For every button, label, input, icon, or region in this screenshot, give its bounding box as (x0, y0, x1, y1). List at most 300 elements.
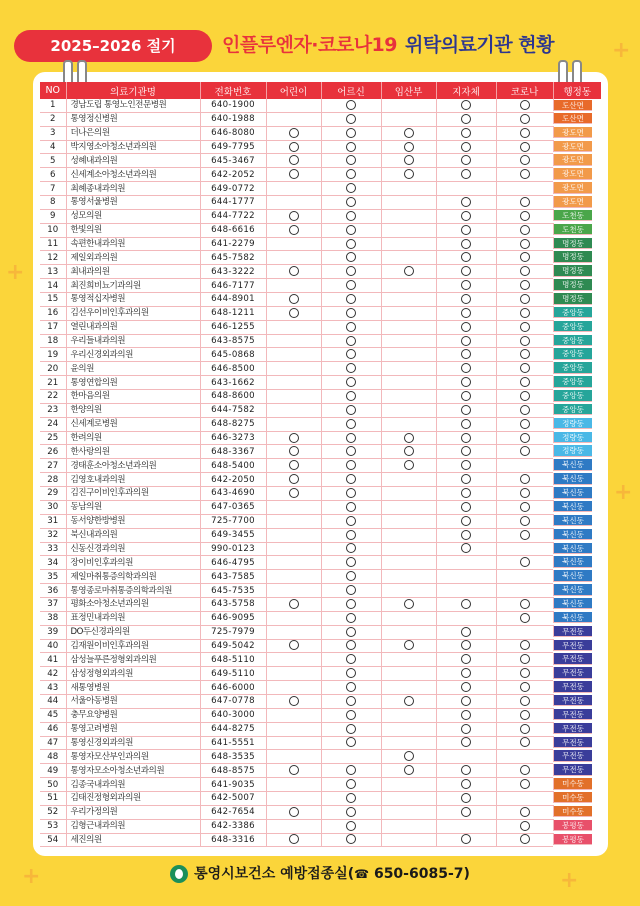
clinic-name: 장이비인후과의원 (66, 556, 200, 570)
availability-cell (436, 168, 496, 182)
available-circle-icon (520, 294, 530, 304)
availability-cell (436, 708, 496, 722)
availability-cell (496, 376, 553, 390)
row-number: 40 (40, 639, 66, 653)
clinic-name: 최진희비뇨기과의원 (66, 279, 200, 293)
availability-cell (266, 556, 321, 570)
district-badge: 명정동 (554, 251, 592, 262)
availability-cell (381, 514, 436, 528)
available-circle-icon (404, 433, 414, 443)
clinic-phone: 649-5110 (200, 667, 266, 681)
district-cell (553, 597, 592, 609)
available-circle-icon (346, 308, 356, 318)
availability-cell (496, 611, 553, 625)
row-number: 41 (40, 653, 66, 667)
availability-cell (381, 639, 436, 653)
table-row (40, 764, 601, 778)
row-number: 44 (40, 694, 66, 708)
availability-cell (496, 112, 553, 126)
available-circle-icon (520, 557, 530, 567)
clinic-phone: 644-8275 (200, 722, 266, 736)
district-badge: 북신동 (554, 459, 592, 470)
availability-cell (496, 140, 553, 154)
row-number: 21 (40, 376, 66, 390)
clinic-name: 통영정신병원 (66, 112, 200, 126)
availability-cell (321, 168, 381, 182)
district-cell (553, 306, 592, 318)
table-row (40, 99, 601, 112)
availability-cell (436, 625, 496, 639)
column-header: 전화번호 (200, 82, 266, 99)
availability-cell (436, 251, 496, 265)
availability-cell (266, 459, 321, 473)
available-circle-icon (461, 710, 471, 720)
available-circle-icon (520, 225, 530, 235)
clinic-name: 삼성정형외과의원 (66, 667, 200, 681)
clinic-phone: 643-5758 (200, 597, 266, 611)
row-number: 10 (40, 223, 66, 237)
footer-text: 통영시보건소 예방접종실( (194, 866, 355, 882)
table-row (40, 390, 601, 404)
available-circle-icon (289, 169, 299, 179)
clinic-phone: 649-0772 (200, 182, 266, 196)
available-circle-icon (346, 834, 356, 844)
availability-cell (496, 487, 553, 501)
available-circle-icon (461, 211, 471, 221)
available-circle-icon (404, 696, 414, 706)
row-number: 47 (40, 736, 66, 750)
available-circle-icon (520, 654, 530, 664)
table-row (40, 514, 601, 528)
table-row (40, 376, 601, 390)
availability-cell (381, 694, 436, 708)
availability-cell (321, 791, 381, 805)
available-circle-icon (520, 308, 530, 318)
available-circle-icon (289, 308, 299, 318)
clinic-name: 제일마취통증의학과의원 (66, 570, 200, 584)
district-badge: 중앙동 (554, 390, 592, 401)
availability-cell (496, 528, 553, 542)
availability-cell (266, 279, 321, 293)
row-number: 5 (40, 154, 66, 168)
available-circle-icon (520, 765, 530, 775)
available-circle-icon (346, 391, 356, 401)
clinic-name: 세진의원 (66, 833, 200, 847)
availability-cell (321, 417, 381, 431)
district-badge: 무전동 (554, 723, 592, 734)
availability-cell (381, 625, 436, 639)
plus-decoration-icon: + (614, 480, 633, 505)
district-badge: 광도면 (554, 182, 592, 193)
district-cell (553, 833, 592, 845)
availability-cell (496, 403, 553, 417)
district-cell (553, 722, 592, 734)
row-number: 18 (40, 334, 66, 348)
available-circle-icon (289, 488, 299, 498)
district-cell (553, 293, 592, 305)
district-badge: 북신동 (554, 584, 592, 595)
district-badge: 봉평동 (554, 820, 592, 831)
availability-cell (266, 362, 321, 376)
clinic-phone: 646-8080 (200, 126, 266, 140)
row-number: 7 (40, 182, 66, 196)
availability-cell (321, 112, 381, 126)
availability-cell (381, 750, 436, 764)
availability-cell (496, 320, 553, 334)
availability-cell (381, 736, 436, 750)
clinic-phone: 645-0868 (200, 348, 266, 362)
available-circle-icon (520, 724, 530, 734)
district-cell (553, 473, 592, 485)
availability-cell (321, 223, 381, 237)
row-number: 37 (40, 597, 66, 611)
available-circle-icon (404, 142, 414, 152)
availability-cell (321, 556, 381, 570)
column-header: 어린이 (266, 82, 321, 99)
district-cell (553, 528, 592, 540)
availability-cell (381, 140, 436, 154)
clinic-phone: 648-5400 (200, 459, 266, 473)
district-badge: 도천동 (554, 224, 592, 235)
clinic-name: 김태진정형외과의원 (66, 791, 200, 805)
availability-cell (321, 819, 381, 833)
district-cell (553, 611, 592, 623)
row-number: 17 (40, 320, 66, 334)
district-cell (553, 736, 592, 748)
district-cell (553, 556, 592, 568)
district-cell (553, 334, 592, 346)
row-number: 34 (40, 556, 66, 570)
plus-decoration-icon: + (612, 38, 631, 63)
availability-cell (381, 362, 436, 376)
availability-cell (321, 334, 381, 348)
clinic-phone: 648-8575 (200, 764, 266, 778)
available-circle-icon (404, 155, 414, 165)
row-number: 26 (40, 445, 66, 459)
available-circle-icon (461, 779, 471, 789)
availability-cell (381, 805, 436, 819)
available-circle-icon (520, 696, 530, 706)
district-badge: 도천동 (554, 210, 592, 221)
availability-cell (266, 500, 321, 514)
clinic-phone: 645-7582 (200, 251, 266, 265)
row-number: 46 (40, 722, 66, 736)
clinic-name: 통영서울병원 (66, 196, 200, 210)
clinic-phone: 648-8275 (200, 417, 266, 431)
availability-cell (381, 390, 436, 404)
availability-cell (321, 750, 381, 764)
availability-cell (266, 417, 321, 431)
availability-cell (496, 154, 553, 168)
row-number: 1 (40, 99, 66, 112)
clinic-name: 통영고려병원 (66, 722, 200, 736)
availability-cell (266, 293, 321, 307)
clinic-phone: 642-7654 (200, 805, 266, 819)
available-circle-icon (520, 807, 530, 817)
availability-cell (496, 168, 553, 182)
availability-cell (436, 570, 496, 584)
footer (0, 862, 640, 889)
available-circle-icon (461, 807, 471, 817)
table-row (40, 597, 601, 611)
table-row (40, 112, 601, 126)
availability-cell (436, 556, 496, 570)
table-row (40, 570, 601, 584)
availability-cell (496, 390, 553, 404)
table-row (40, 584, 601, 598)
clinic-phone: 641-5551 (200, 736, 266, 750)
clinic-phone: 648-3367 (200, 445, 266, 459)
available-circle-icon (346, 336, 356, 346)
available-circle-icon (289, 155, 299, 165)
district-badge: 광도면 (554, 196, 592, 207)
district-badge: 중앙동 (554, 307, 592, 318)
availability-cell (436, 140, 496, 154)
availability-cell (496, 694, 553, 708)
available-circle-icon (520, 239, 530, 249)
row-number: 35 (40, 570, 66, 584)
clinic-name: 통영적십자병원 (66, 293, 200, 307)
table-row (40, 833, 601, 847)
clinic-name: 충무요양병원 (66, 708, 200, 722)
availability-cell (496, 764, 553, 778)
available-circle-icon (346, 724, 356, 734)
footer-phone: 650-6085-7) (369, 866, 470, 882)
row-number: 27 (40, 459, 66, 473)
district-badge: 북신동 (554, 543, 592, 554)
available-circle-icon (520, 391, 530, 401)
availability-cell (381, 154, 436, 168)
available-circle-icon (346, 654, 356, 664)
available-circle-icon (404, 266, 414, 276)
available-circle-icon (346, 737, 356, 747)
available-circle-icon (520, 599, 530, 609)
availability-cell (436, 182, 496, 196)
available-circle-icon (404, 446, 414, 456)
availability-cell (436, 306, 496, 320)
availability-cell (381, 417, 436, 431)
availability-cell (321, 639, 381, 653)
district-cell (553, 778, 592, 790)
availability-cell (266, 306, 321, 320)
district-badge: 북신동 (554, 612, 592, 623)
availability-cell (266, 805, 321, 819)
clinic-phone: 646-7177 (200, 279, 266, 293)
availability-cell (436, 320, 496, 334)
table-row (40, 417, 601, 431)
available-circle-icon (461, 640, 471, 650)
availability-cell (436, 209, 496, 223)
district-badge: 정량동 (554, 432, 592, 443)
availability-cell (496, 209, 553, 223)
available-circle-icon (461, 793, 471, 803)
district-cell (553, 112, 592, 124)
available-circle-icon (461, 516, 471, 526)
availability-cell (381, 542, 436, 556)
available-circle-icon (346, 627, 356, 637)
availability-cell (321, 722, 381, 736)
availability-cell (321, 778, 381, 792)
availability-cell (436, 403, 496, 417)
available-circle-icon (289, 446, 299, 456)
availability-cell (266, 140, 321, 154)
clinic-name: 통영자모산부인과의원 (66, 750, 200, 764)
availability-cell (381, 237, 436, 251)
table-row (40, 279, 601, 293)
available-circle-icon (346, 197, 356, 207)
clinic-phone: 648-1211 (200, 306, 266, 320)
available-circle-icon (346, 543, 356, 553)
clinic-name: 더나은의원 (66, 126, 200, 140)
availability-cell (381, 334, 436, 348)
available-circle-icon (520, 502, 530, 512)
table-row (40, 445, 601, 459)
availability-cell (381, 833, 436, 847)
availability-cell (321, 99, 381, 112)
availability-cell (496, 722, 553, 736)
clinic-phone: 648-6616 (200, 223, 266, 237)
availability-cell (266, 348, 321, 362)
clinic-phone: 648-5110 (200, 653, 266, 667)
district-cell (553, 500, 592, 512)
district-badge: 북신동 (554, 501, 592, 512)
clinic-phone: 640-1988 (200, 112, 266, 126)
availability-cell (436, 819, 496, 833)
table-row (40, 667, 601, 681)
availability-cell (436, 681, 496, 695)
available-circle-icon (461, 405, 471, 415)
district-badge: 도산면 (554, 100, 592, 111)
availability-cell (321, 764, 381, 778)
availability-cell (321, 431, 381, 445)
availability-cell (266, 667, 321, 681)
available-circle-icon (520, 419, 530, 429)
clinic-name: 열린내과의원 (66, 320, 200, 334)
district-cell (553, 154, 592, 166)
district-badge: 도산면 (554, 113, 592, 124)
table-row (40, 140, 601, 154)
availability-cell (436, 694, 496, 708)
column-header: 행정동 (553, 82, 601, 99)
table-row (40, 196, 601, 210)
availability-cell (321, 403, 381, 417)
clinic-name: 박지영소아청소년과의원 (66, 140, 200, 154)
row-number: 39 (40, 625, 66, 639)
row-number: 53 (40, 819, 66, 833)
availability-cell (436, 126, 496, 140)
available-circle-icon (461, 252, 471, 262)
clinic-name: 우리가정의원 (66, 805, 200, 819)
availability-cell (266, 694, 321, 708)
availability-cell (266, 112, 321, 126)
clinic-name: 성모의원 (66, 209, 200, 223)
plus-decoration-icon: + (22, 864, 41, 889)
page-title (222, 28, 554, 62)
row-number: 25 (40, 431, 66, 445)
available-circle-icon (461, 100, 471, 110)
available-circle-icon (520, 169, 530, 179)
available-circle-icon (346, 280, 356, 290)
table-row (40, 473, 601, 487)
availability-cell (496, 584, 553, 598)
available-circle-icon (461, 627, 471, 637)
district-badge: 정량동 (554, 418, 592, 429)
availability-cell (436, 376, 496, 390)
row-number: 49 (40, 764, 66, 778)
availability-cell (496, 251, 553, 265)
table-row (40, 611, 601, 625)
availability-cell (321, 126, 381, 140)
column-header: NO (40, 82, 66, 99)
district-cell (553, 431, 592, 443)
availability-cell (381, 320, 436, 334)
district-cell (553, 708, 592, 720)
availability-cell (381, 459, 436, 473)
availability-cell (381, 500, 436, 514)
availability-cell (381, 99, 436, 112)
availability-cell (381, 819, 436, 833)
availability-cell (266, 750, 321, 764)
availability-cell (436, 196, 496, 210)
availability-cell (436, 279, 496, 293)
row-number: 30 (40, 500, 66, 514)
availability-cell (266, 403, 321, 417)
district-cell (553, 348, 592, 360)
availability-cell (266, 431, 321, 445)
district-cell (553, 445, 592, 457)
district-cell (553, 265, 592, 277)
clinic-name: 새통영병원 (66, 681, 200, 695)
table-row (40, 265, 601, 279)
available-circle-icon (289, 211, 299, 221)
clinic-name: 속편한내과의원 (66, 237, 200, 251)
available-circle-icon (520, 280, 530, 290)
district-badge: 중앙동 (554, 348, 592, 359)
table-row (40, 223, 601, 237)
district-badge: 명정동 (554, 293, 592, 304)
available-circle-icon (461, 724, 471, 734)
availability-cell (436, 791, 496, 805)
column-header: 어르신 (321, 82, 381, 99)
available-circle-icon (520, 433, 530, 443)
available-circle-icon (346, 599, 356, 609)
table-row (40, 819, 601, 833)
clinic-name: 김종국내과의원 (66, 778, 200, 792)
available-circle-icon (346, 530, 356, 540)
availability-cell (321, 542, 381, 556)
availability-cell (266, 584, 321, 598)
clinic-phone: 649-7795 (200, 140, 266, 154)
available-circle-icon (461, 737, 471, 747)
availability-cell (321, 487, 381, 501)
availability-cell (496, 556, 553, 570)
available-circle-icon (289, 474, 299, 484)
table-row (40, 791, 601, 805)
availability-cell (266, 334, 321, 348)
availability-cell (381, 681, 436, 695)
available-circle-icon (346, 211, 356, 221)
availability-cell (436, 348, 496, 362)
table-row (40, 805, 601, 819)
phone-icon: ☎ (354, 867, 370, 881)
clinic-name: 김선우이비인후과의원 (66, 306, 200, 320)
district-badge: 명정동 (554, 265, 592, 276)
district-badge: 광도면 (554, 127, 592, 138)
available-circle-icon (346, 446, 356, 456)
district-cell (553, 182, 592, 194)
availability-cell (266, 320, 321, 334)
row-number: 9 (40, 209, 66, 223)
